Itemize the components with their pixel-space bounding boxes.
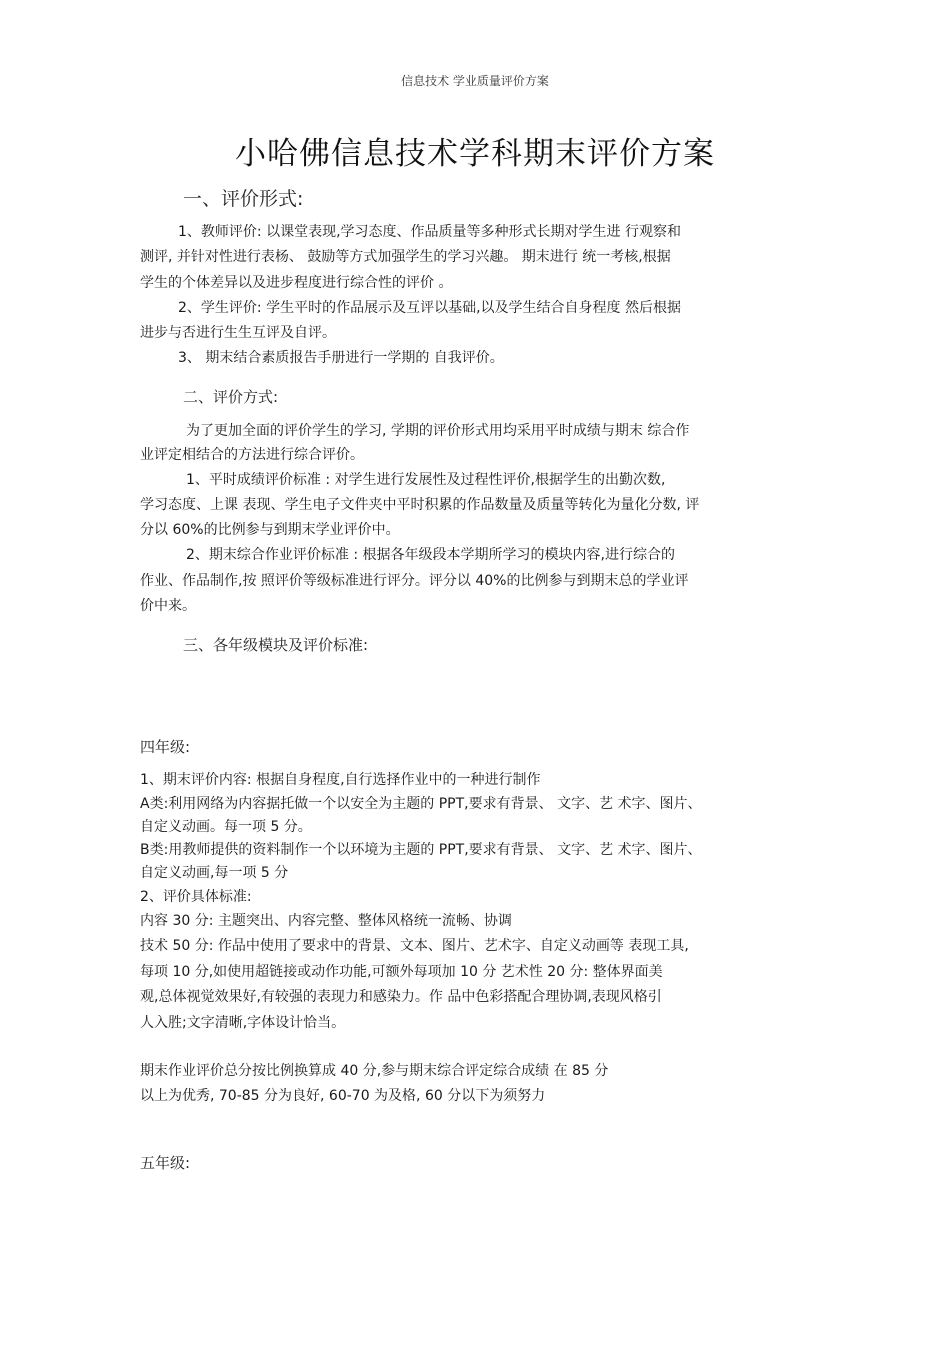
section1-line: 1、教师评价: 以课堂表现,学习态度、作品质量等多种形式长期对学生进 行观察和	[178, 224, 681, 240]
grade4-line: 1、期末评价内容: 根据自身程度,自行选择作业中的一种进行制作	[140, 772, 541, 788]
section1-line: 学生的个体差异以及进步程度进行综合性的评价 。	[140, 275, 453, 291]
document-title: 小哈佛信息技术学科期末评价方案	[235, 136, 715, 172]
grade4-summary-line: 期末作业评价总分按比例换算成 40 分,参与期末综合评定综合成绩 在 85 分	[140, 1063, 609, 1079]
grade5-heading: 五年级:	[140, 1154, 191, 1172]
section2-heading: 二、评价方式:	[183, 388, 279, 406]
section2-line: 分以 60%的比例参与到期末学业评价中。	[140, 522, 400, 538]
section2-line: 作业、作品制作,按 照评价等级标准进行评分。评分以 40%的比例参与到期末总的学业评	[140, 573, 689, 589]
grade4-line: 技术 50 分: 作品中使用了要求中的背景、文本、图片、艺术字、自定义动画等 表现工具,	[140, 938, 689, 954]
section1-line: 测评, 并针对性进行表杨、 鼓励等方式加强学生的学习兴趣。 期末进行 统一考核,根据	[140, 249, 671, 265]
grade4-line: 每项 10 分,如使用超链接或动作功能,可额外每项加 10 分 艺术性 20 分: 整体界面美	[140, 964, 663, 980]
grade4-summary-line: 以上为优秀, 70-85 分为良好, 60-70 为及格, 60 分以下为须努力	[140, 1088, 546, 1104]
grade4-heading: 四年级:	[140, 738, 191, 756]
grade4-line: B类:用教师提供的资料制作一个以环境为主题的 PPT,要求有背景、 文字、艺 术字、图片、	[140, 842, 702, 858]
section1-line: 进步与否进行生生互评及自评。	[140, 325, 336, 341]
grade4-line: 观,总体视觉效果好,有较强的表现力和感染力。作 品中色彩搭配合理协调,表现风格引	[140, 989, 662, 1005]
grade4-line: 人入胜;文字清晰,字体设计恰当。	[140, 1015, 346, 1031]
section1-heading: 一、评价形式:	[183, 188, 304, 210]
page-header: 信息技术 学业质量评价方案	[401, 74, 549, 88]
grade4-line: 自定义动画,每一项 5 分	[140, 865, 289, 881]
section2-line: 1、平时成绩评价标准 : 对学生进行发展性及过程性评价,根据学生的出勤次数,	[186, 472, 666, 488]
section2-line: 为了更加全面的评价学生的学习, 学期的评价形式用均采用平时成绩与期末 综合作	[186, 423, 690, 439]
grade4-line: 自定义动画。每一项 5 分。	[140, 819, 312, 835]
section2-line: 学习态度、上课 表现、学生电子文件夹中平时积累的作品数量及质量等转化为量化分数, 评	[140, 497, 700, 513]
section1-line: 3、 期末结合素质报告手册进行一学期的 自我评价。	[178, 350, 504, 366]
section2-line: 价中来。	[140, 598, 196, 614]
section3-heading: 三、各年级模块及评价标准:	[183, 636, 369, 654]
grade4-line: 2、评价具体标准:	[140, 889, 252, 905]
grade4-line: 内容 30 分: 主题突出、内容完整、整体风格统一流畅、协调	[140, 913, 512, 929]
grade4-line: A类:利用网络为内容据托做一个以安全为主题的 PPT,要求有背景、 文字、艺 术字、图片、	[140, 796, 702, 812]
section2-line: 2、期末综合作业评价标准 : 根据各年级段本学期所学习的模块内容,进行综合的	[186, 547, 675, 563]
section2-line: 业评定相结合的方法进行综合评价。	[140, 447, 364, 463]
section1-line: 2、学生评价: 学生平时的作品展示及互评以基础,以及学生结合自身程度 然后根据	[178, 300, 681, 316]
